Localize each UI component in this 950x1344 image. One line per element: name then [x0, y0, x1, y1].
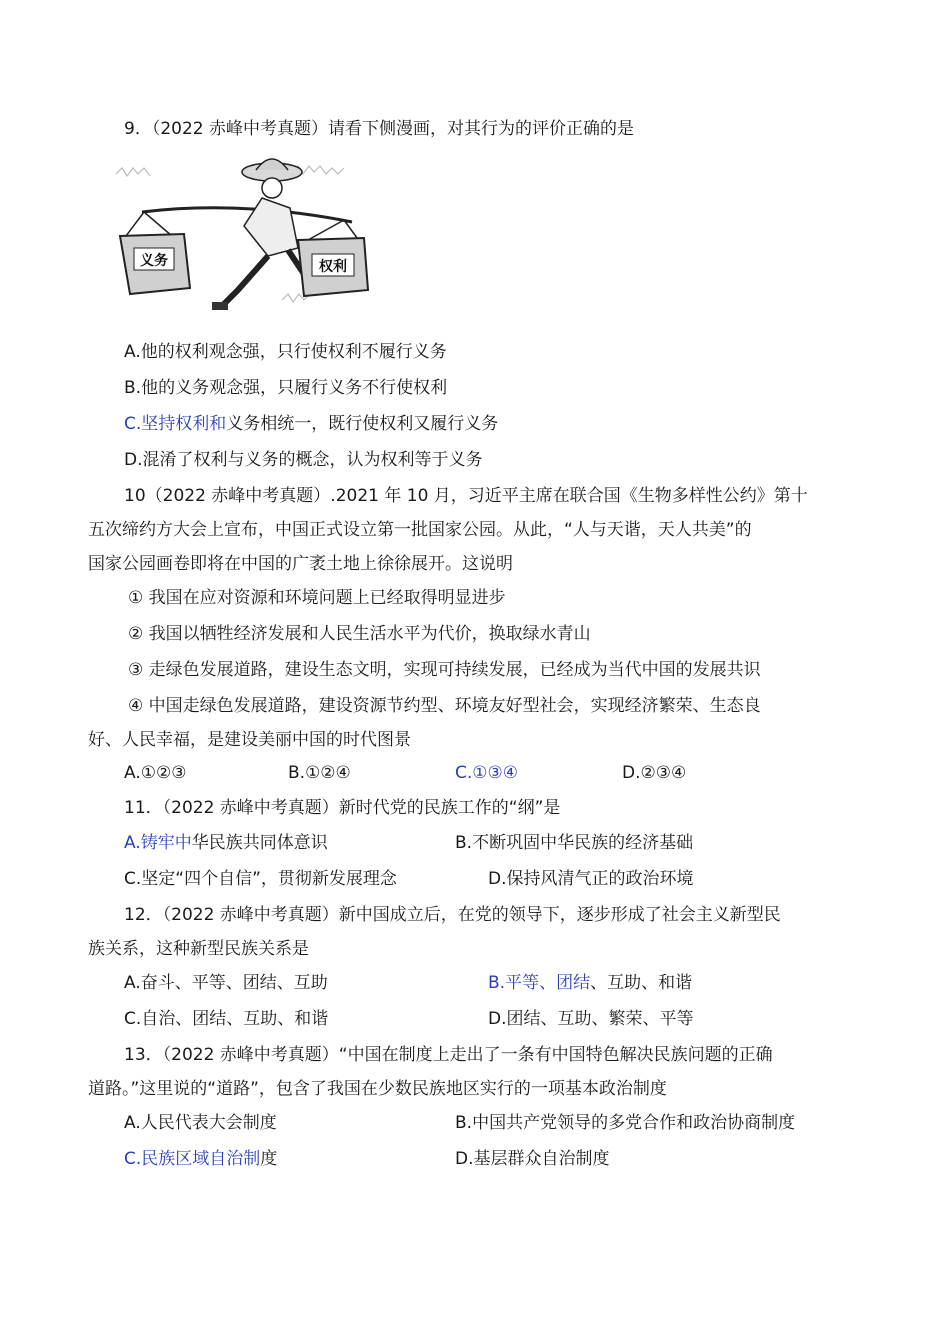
q10-item-4: ④ 中国走绿色发展道路，建设资源节约型、环境友好型社会，实现经济繁荣、生态良 — [128, 696, 761, 716]
q10-option-c: C.①③④ — [455, 763, 518, 783]
q12-stem-line: 族关系，这种新型民族关系是 — [88, 939, 309, 959]
answer-highlight: B.平等、团结 — [488, 973, 591, 993]
answer-highlight: C.坚持权利和 — [124, 414, 227, 434]
q12-option-d: D.团结、互助、繁荣、平等 — [488, 1009, 694, 1029]
q10-item-3: ③ 走绿色发展道路，建设生态文明，实现可持续发展，已经成为当代中国的发展共识 — [128, 660, 761, 680]
q11-option-a: A.铸牢中华民族共同体意识 — [124, 833, 328, 853]
q9-option-b: B.他的义务观念强，只履行义务不行使权利 — [124, 378, 448, 398]
q10-item-4-cont: 好、人民幸福，是建设美丽中国的时代图景 — [88, 730, 411, 750]
q9-option-c: C.坚持权利和义务相统一，既行使权利又履行义务 — [124, 414, 499, 434]
q12-option-b: B.平等、团结、互助、和谐 — [488, 973, 693, 993]
rights-duties-cartoon — [112, 150, 372, 328]
q13-option-b: B.中国共产党领导的多党合作和政治协商制度 — [455, 1113, 796, 1133]
q10-stem-line: 五次缔约方大会上宣布，中国正式设立第一批国家公园。从此，“人与天谐，天人共美”的 — [88, 520, 752, 540]
q13-stem-line: 道路。”这里说的“道路”，包含了我国在少数民族地区实行的一项基本政治制度 — [88, 1079, 667, 1099]
q10-item-2: ② 我国以牺牲经济发展和人民生活水平为代价，换取绿水青山 — [128, 624, 591, 644]
cartoon-duty-label: 义务 — [140, 253, 168, 269]
q13-option-c: C.民族区域自治制度 — [124, 1149, 278, 1169]
q12-option-c: C.自治、团结、互助、和谐 — [124, 1009, 329, 1029]
q10-stem-line: 国家公园画卷即将在中国的广袤土地上徐徐展开。这说明 — [88, 554, 513, 574]
q12-stem-line: 12．（2022 赤峰中考真题）新中国成立后，在党的领导下，逐步形成了社会主义新型民 — [124, 905, 781, 925]
q13-option-a: A.人民代表大会制度 — [124, 1113, 277, 1133]
cartoon-right-label: 权利 — [319, 259, 347, 275]
q11-option-b: B.不断巩固中华民族的经济基础 — [455, 833, 694, 853]
answer-highlight: A.铸牢中 — [124, 833, 192, 853]
q9-option-d: D.混淆了权利与义务的概念，认为权利等于义务 — [124, 450, 483, 470]
q11-option-d: D.保持风清气正的政治环境 — [488, 869, 694, 889]
q10-item-1: ① 我国在应对资源和环境问题上已经取得明显进步 — [128, 588, 506, 608]
q13-option-d: D.基层群众自治制度 — [455, 1149, 610, 1169]
q11-option-c: C.坚定“四个自信”，贯彻新发展理念 — [124, 869, 397, 889]
q10-option-d: D.②③④ — [622, 763, 687, 783]
q10-stem-line: 10（2022 赤峰中考真题）.2021 年 10 月，习近平主席在联合国《生物多样性公约》第十 — [124, 486, 808, 506]
q11-stem: 11．（2022 赤峰中考真题）新时代党的民族工作的“纲”是 — [124, 798, 561, 818]
q9-option-a: A.他的权利观念强，只行使权利不履行义务 — [124, 342, 447, 362]
q10-option-a: A.①②③ — [124, 763, 187, 783]
q10-option-b: B.①②④ — [288, 763, 351, 783]
q13-stem-line: 13．（2022 赤峰中考真题）“中国在制度上走出了一条有中国特色解决民族问题的正确 — [124, 1045, 773, 1065]
q12-option-a: A.奋斗、平等、团结、互助 — [124, 973, 328, 993]
answer-highlight: C.民族区域自治制 — [124, 1149, 261, 1169]
q9-stem: 9．（2022 赤峰中考真题）请看下侧漫画，对其行为的评价正确的是 — [124, 119, 634, 139]
